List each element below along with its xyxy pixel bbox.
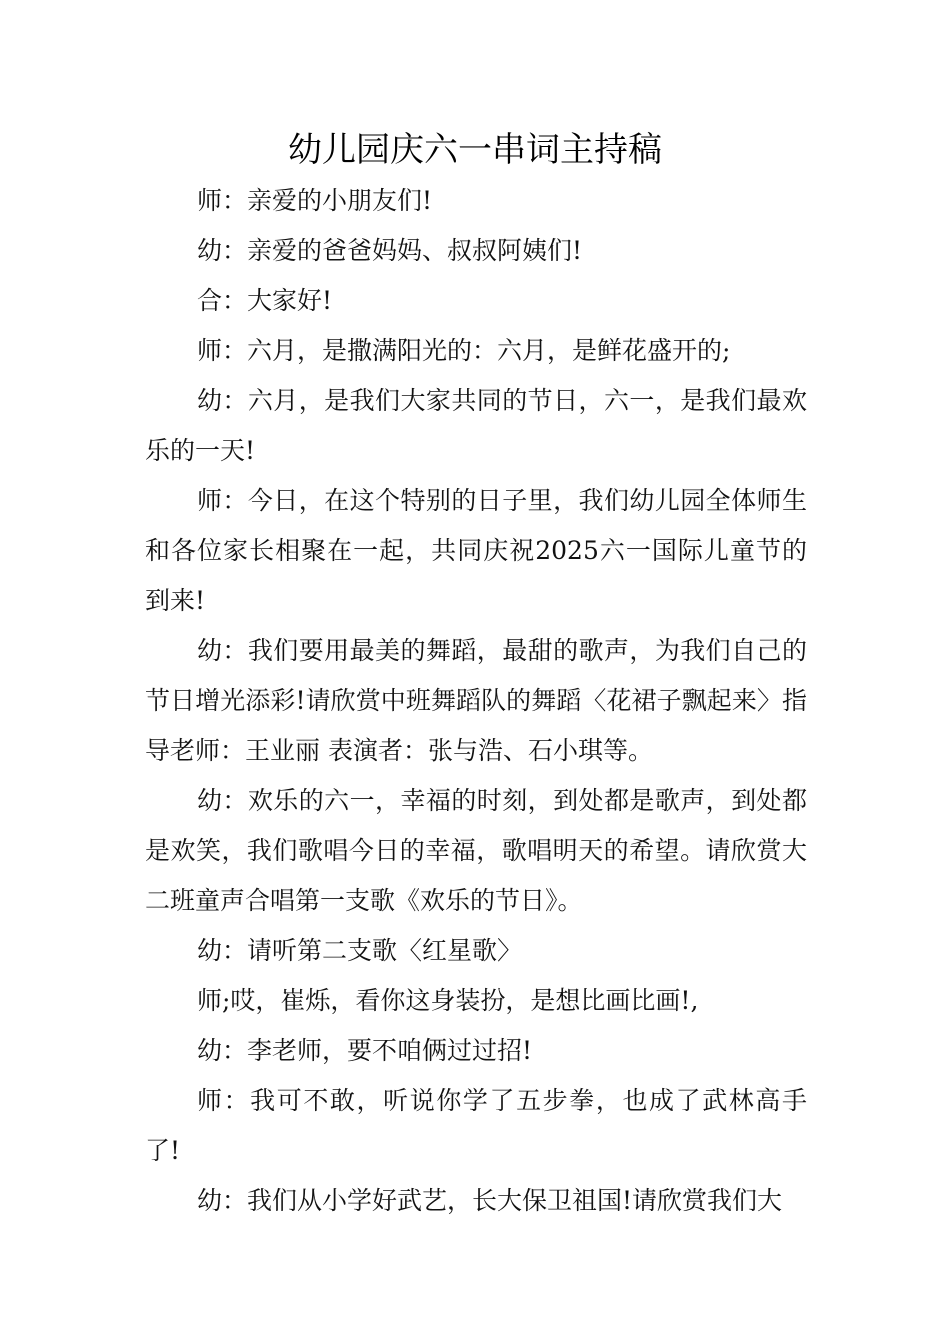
paragraph: 师：六月，是撒满阳光的：六月，是鲜花盛开的; [197,336,731,365]
paragraph: 幼：请听第二支歌〈红星歌〉 [197,936,523,965]
paragraph: 幼：李老师，要不咱俩过过招! [197,1036,533,1065]
paragraph: 幼：我们要用最美的舞蹈，最甜的歌声，为我们自己的节日增光添彩!请欣赏中班舞蹈队的舞蹈〈花裙子飘起来〉指导老师：王业丽 表演者：张与浩、石小琪等。 [145,636,807,765]
paragraph: 师：我可不敢，听说你学了五步拳，也成了武林高手了! [145,1086,807,1165]
paragraph: 幼：六月，是我们大家共同的节日，六一，是我们最欢乐的一天! [145,386,807,465]
paragraph: 师：今日，在这个特别的日子里，我们幼儿园全体师生和各位家长相聚在一起，共同庆祝2025六一国际儿童节的到来! [145,486,807,615]
document-title: 幼儿园庆六一串词主持稿 [288,130,662,170]
paragraph: 师;哎，崔烁，看你这身装扮，是想比画比画!, [197,986,699,1015]
paragraph: 幼：我们从小学好武艺，长大保卫祖国!请欣赏我们大 [197,1186,783,1215]
paragraph: 合：大家好! [197,286,333,315]
paragraph: 幼：欢乐的六一，幸福的时刻，到处都是歌声，到处都是欢笑，我们歌唱今日的幸福，歌唱明天的希望。请欣赏大二班童声合唱第一支歌《欢乐的节日》。 [145,786,807,915]
document-body [145,176,807,1226]
paragraph: 幼：亲爱的爸爸妈妈、叔叔阿姨们! [197,236,583,265]
paragraph: 师：亲爱的小朋友们! [197,186,433,215]
